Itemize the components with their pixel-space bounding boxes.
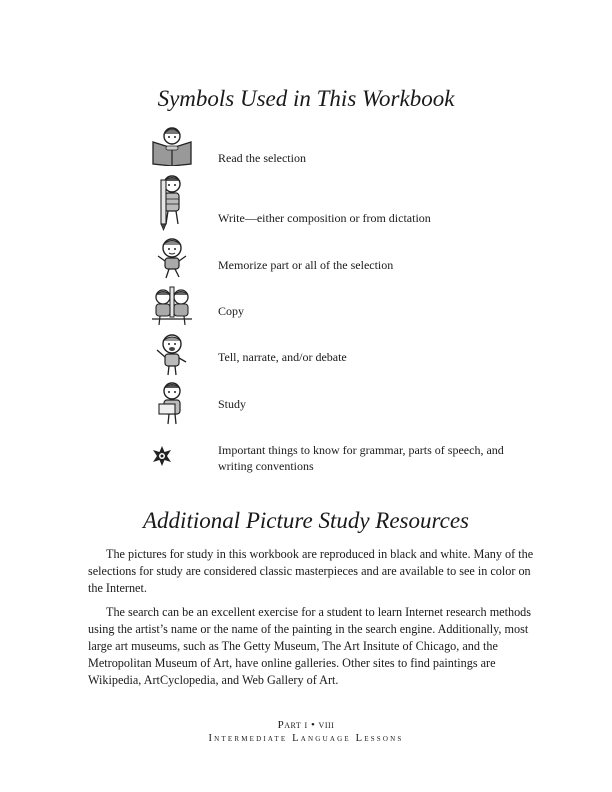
- writing-child-icon: [150, 172, 194, 232]
- page-number: Part i • viii: [277, 719, 335, 731]
- resources-paragraph-2: The search can be an excellent exercise for a student to learn Internet research methods using the artist’s name or the name of the painting in the search engine. Additionally, most large art museums, such as The Getty Museum, The Art Insitute of Chicago, and the Metropolitan Museum of Art, have online galleries. Other sites to find paintings are Wikipedia, ArtCyclopedia, and Web Gallery of Art.: [88, 605, 531, 687]
- memorizing-child-icon: [150, 236, 194, 280]
- copying-children-icon: [150, 285, 194, 327]
- resources-paragraph-1: The pictures for study in this workbook are reproduced in black and white. Many of the selections for study are considered classic masterpieces and are available to see in color on the Internet.: [88, 547, 534, 595]
- studying-child-icon: [150, 380, 194, 426]
- symbol-label-important: Important things to know for grammar, parts of speech, and writing conventions: [218, 443, 504, 473]
- symbol-label-tell: Tell, narrate, and/or debate: [218, 350, 347, 364]
- symbol-label-write: Write—either composition or from dictation: [218, 211, 431, 225]
- book-title: Intermediate Language Lessons: [208, 733, 404, 744]
- talking-child-icon: [150, 332, 194, 376]
- star-burst-icon: [150, 444, 194, 468]
- symbols-section-title: Symbols Used in This Workbook: [157, 86, 455, 111]
- reading-child-icon: [150, 124, 194, 166]
- symbol-label-copy: Copy: [218, 304, 245, 318]
- resources-section-title: Additional Picture Study Resources: [143, 508, 469, 533]
- symbol-label-study: Study: [218, 397, 247, 411]
- symbol-label-memorize: Memorize part or all of the selection: [218, 258, 394, 272]
- symbol-label-read: Read the selection: [218, 151, 306, 165]
